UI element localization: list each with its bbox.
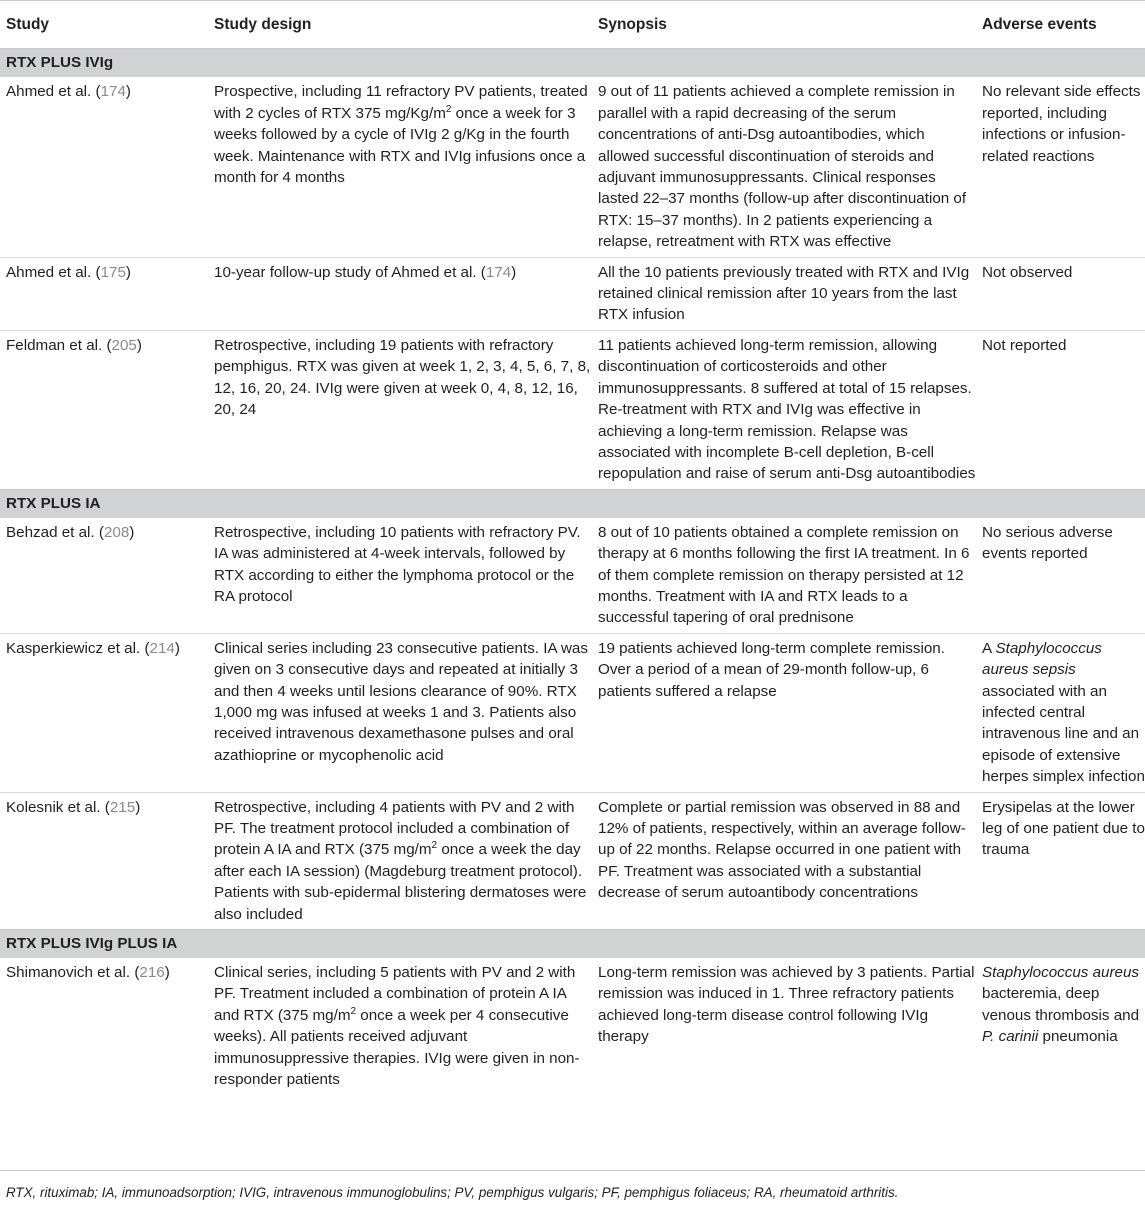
study-cell: Kasperkiewicz et al. (214) [0, 633, 210, 792]
section-title: RTX PLUS IVIg PLUS IA [0, 930, 1145, 959]
reference-link[interactable]: 205 [111, 336, 137, 354]
adverse-cell: No relevant side effects reported, including infections or infusion-related reactions [978, 77, 1145, 257]
synopsis-cell: Long-term remission was achieved by 3 patients. Partial remission was induced in 1. Three refractory patients achieved long-term disease control following IVIg therapy [598, 964, 975, 1046]
reference-link[interactable]: 175 [100, 263, 126, 281]
header-adverse-events: Adverse events [978, 1, 1145, 49]
adverse-cell: No serious adverse events reported [978, 518, 1145, 634]
study-cell: Shimanovich et al. (216) [6, 964, 170, 982]
synopsis-cell: All the 10 patients previously treated with RTX and IVIg retained clinical remission after 10 years from the last RTX infusion [594, 257, 978, 330]
design-cell: Retrospective, including 10 patients with refractory PV. IA was administered at 4-week intervals, followed by RTX according to either the lymphoma protocol or the RA protocol [210, 518, 594, 634]
reference-link[interactable]: 208 [103, 523, 130, 541]
study-cell: Behzad et al. (208) [0, 518, 210, 634]
table-row [0, 518, 1145, 634]
reference-link[interactable]: 214 [149, 639, 175, 657]
study-cell: Ahmed et al. (174) [0, 77, 210, 257]
table-row [0, 257, 1145, 330]
design-cell: 10-year follow-up study of Ahmed et al. (174) [210, 257, 594, 330]
table-row [0, 958, 1145, 1094]
adverse-cell: A Staphylococcus aureus sepsis associated with an infected central intravenous line and an episode of extensive herpes simplex infection [978, 633, 1145, 792]
header-row [0, 1, 1145, 49]
design-cell: Retrospective, including 4 patients with PV and 2 with PF. The treatment protocol included a combination of protein A IA and RTX (375 $mg/m^2$ once a week the day after each IA session) (Magdeburg treatment protocol). Patients with sub-epidermal blistering dermatoses were also included [214, 798, 587, 923]
synopsis-cell: 9 out of 11 patients achieved a complete remission in parallel with a rapid decreasing of the serum concentrations of anti-Dsg autoantibodies, which allowed successful discontinuation of steroids and adjuvant immunosuppressants. Clinical responses lasted 22–37 months (follow-up after discontinuation of RTX: 15–37 months). In 2 patients experiencing a relapse, retreatment with RTX was effective [594, 77, 978, 257]
study-cell: Kolesnik et al. (215) [6, 798, 141, 816]
reference-link[interactable]: 174 [100, 83, 126, 101]
design-cell: Clinical series including 23 consecutive patients. IA was given on 3 consecutive days and repeated at initially 3 and then 4 weeks until lesions clearance of 90%. RTX 1,000 mg was infused at weeks 1 and 3. Patients also received intravenous dexamethasone pulses and oral azathioprine or mycophenolic acid [210, 633, 594, 792]
study-cell: Ahmed et al. (175) [0, 257, 210, 330]
design-cell: Clinical series, including 5 patients with PV and 2 with PF. Treatment included a combination of protein A IA and RTX (375 $mg/m^2$ once a week per 4 consecutive weeks). All patients received adjuvant immunosuppressive therapies. IVIg were given in non-responder patients [214, 964, 580, 1089]
synopsis-cell: 19 patients achieved long-term complete remission. Over a period of a mean of 29-month follow-up, 6 patients suffered a relapse [594, 633, 978, 792]
synopsis-cell: Complete or partial remission was observed in 88 and 12% of patients, respectively, within an average follow-up of 22 months. Relapse occurred in one patient with PF. Treatment was associated with a substantial decrease of serum autoantibody concentrations [598, 798, 966, 902]
synopsis-cell: 8 out of 10 patients obtained a complete remission on therapy at 6 months following the first IA treatment. In 6 of them complete remission on therapy persisted at 12 months. Treatment with IA and RTX leads to a successful tapering of oral prednisone [594, 518, 978, 634]
header-synopsis: Synopsis [594, 1, 978, 49]
synopsis-cell: 11 patients achieved long-term remission, allowing discontinuation of corticosteroids and other immunosuppressants. 8 suffered at total of 15 relapses. Re-treatment with RTX and IVIg was effective in achieving a long-term remission. Relapse was associated with incomplete B-cell depletion, B-cell repopulation and raise of serum anti-Dsg autoantibodies [598, 336, 976, 483]
header-study-design: Study design [210, 1, 594, 49]
adverse-cell: Not reported [982, 336, 1067, 354]
section-header [0, 489, 1145, 518]
header-study: Study [0, 1, 210, 49]
design-cell: Retrospective, including 19 patients with refractory pemphigus. RTX was given at week 1, 2, 3, 4, 5, 6, 7, 8, 12, 16, 20, 24. IVIg were given at week 0, 4, 8, 12, 16, 20, 24 [214, 336, 591, 419]
adverse-cell: Erysipelas at the lower leg of one patient due to trauma [982, 798, 1145, 859]
reference-link[interactable]: 216 [139, 964, 165, 982]
study-cell: Feldman et al. (205) [6, 336, 142, 354]
section-title: RTX PLUS IVIg [0, 49, 1145, 78]
section-header [0, 49, 1145, 78]
table-row [0, 792, 1145, 929]
design-cell: Prospective, including 11 refractory PV patients, treated with 2 cycles of RTX 375 $mg/Kg/m^2$ once a week for 3 weeks followed by a cycle of IVIg 2 g/Kg in the fourth week. Maintenance with RTX and IVIg infusions once a month for 4 months [210, 77, 594, 257]
reference-link[interactable]: 174 [485, 263, 512, 281]
section-title: RTX PLUS IA [0, 489, 1145, 518]
table-row [0, 633, 1145, 792]
reference-link[interactable]: 215 [109, 798, 136, 816]
section-header [0, 930, 1145, 959]
adverse-cell: Staphylococcus aureus bacteremia, deep venous thrombosis and P. carinii pneumonia [982, 964, 1140, 1046]
table-row [0, 77, 1145, 257]
table-row [0, 330, 1145, 489]
adverse-cell: Not observed [978, 257, 1145, 330]
table-footnote: RTX, rituximab; IA, immunoadsorption; IVIG, intravenous immunoglobulins; PV, pemphigus vulgaris; PF, pemphigus foliaceus; RA, rheumatoid arthritis. [0, 1170, 1145, 1200]
